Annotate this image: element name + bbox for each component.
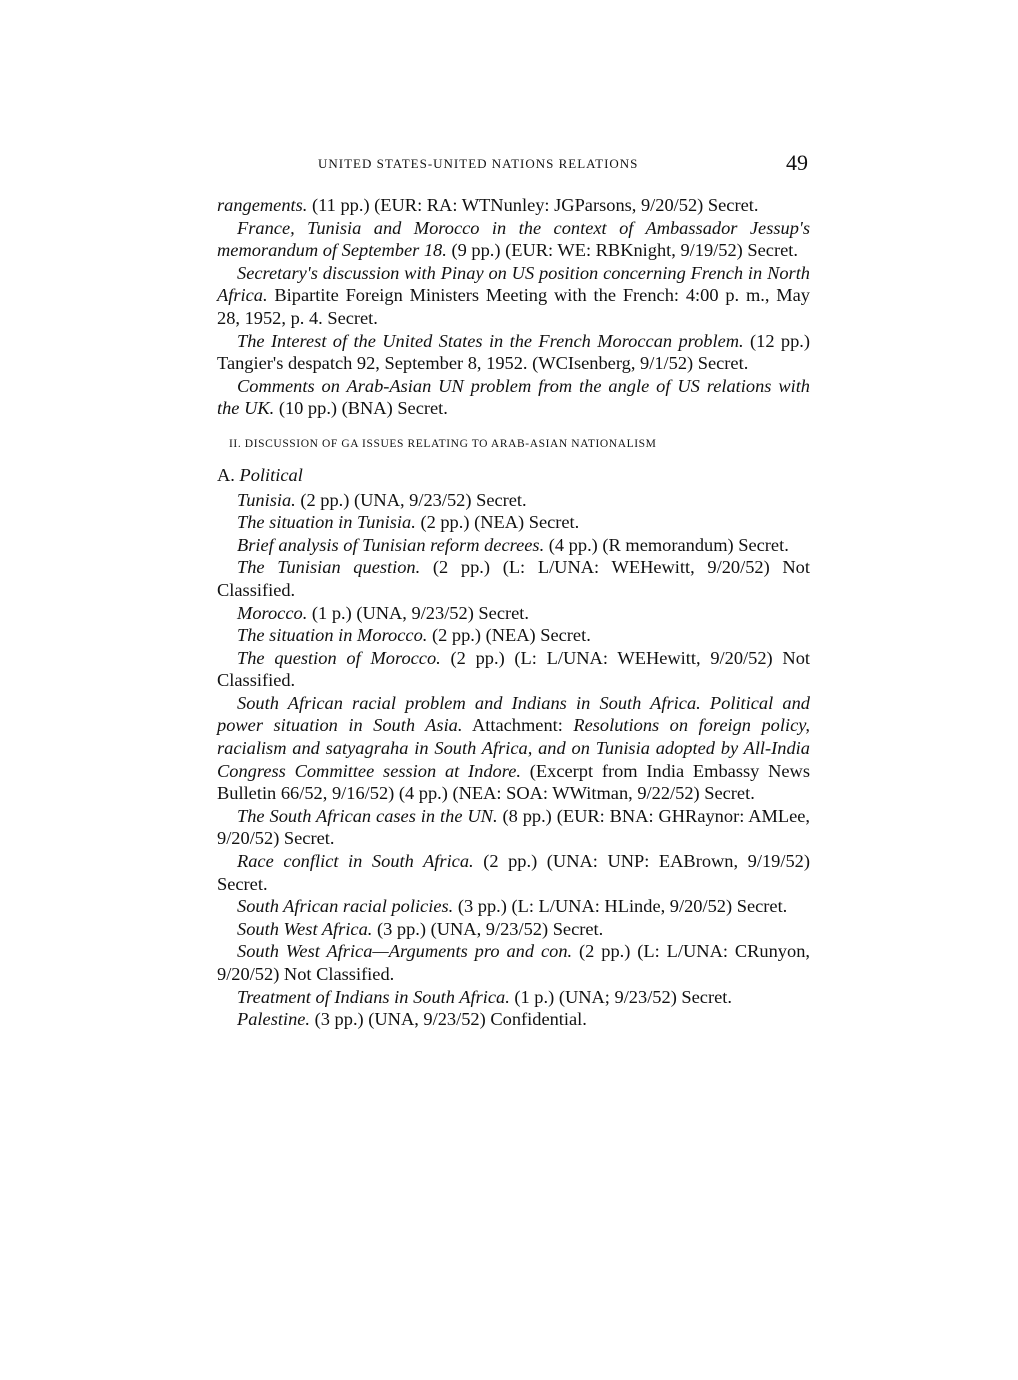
entry-title: The Interest of the United States in the French Moroccan problem. (237, 330, 744, 351)
page-content (217, 194, 810, 1031)
entry-title: Treatment of Indians in South Africa. (237, 986, 510, 1007)
entry (217, 940, 810, 985)
entry-title: Race conflict in South Africa. (237, 851, 474, 872)
entry-detail: (9 pp.) (EUR: WE: RBKnight, 9/19/52) Secret. (446, 240, 798, 261)
entry-title: The situation in Morocco. (237, 625, 428, 646)
entry-detail: (2 pp.) (L: L/UNA: WEHewitt, 9/20/52) Not Classified. (217, 647, 811, 691)
entry-title: Palestine. (237, 1009, 311, 1030)
entry (217, 986, 810, 1009)
entry-detail: (2 pp.) (UNA, 9/23/52) Secret. (295, 489, 527, 510)
entry-title: The Tunisian question. (237, 557, 421, 578)
subheading (217, 464, 810, 487)
entry (217, 217, 810, 262)
entry (217, 805, 810, 850)
entry (217, 556, 810, 601)
entries-top (217, 194, 810, 420)
entry-title: Brief analysis of Tunisian reform decrees. (237, 534, 545, 555)
entry-detail: (12 pp.) Tangier's despatch 92, September 8, 1952. (WCIsenberg, 9/1/52) Secret. (217, 330, 811, 374)
entry-title: Secretary's discussion with Pinay on US position concerning French in North Africa. (217, 262, 810, 306)
entry-detail: (10 pp.) (BNA) Secret. (274, 398, 448, 419)
entry (217, 262, 810, 330)
entry-detail: (11 pp.) (EUR: RA: WTNunley: JGParsons, 9/20/52) Secret. (307, 195, 759, 215)
entry-title: The situation in Tunisia. (237, 512, 416, 533)
entry (217, 511, 810, 534)
entry-attachment-detail: (Excerpt from India Embassy News Bulletin 66/52, 9/16/52) (4 pp.) (NEA: SOA: WWitman, 9/22/52) Secret. (217, 760, 810, 804)
entry (217, 489, 810, 512)
entry-detail: Attachment: (462, 715, 574, 736)
section-heading: II. DISCUSSION OF GA ISSUES RELATING TO ARAB-ASIAN NATIONALISM (229, 437, 657, 450)
entry-detail: (1 p.) (UNA; 9/23/52) Secret. (509, 986, 732, 1007)
entry-title: South African racial problem and Indians in South Africa. Political and power situation in South Asia. (217, 692, 810, 736)
entry-detail: (2 pp.) (NEA) Secret. (427, 625, 591, 646)
entry-detail: (2 pp.) (L: L/UNA: WEHewitt, 9/20/52) Not Classified. (217, 557, 810, 600)
subheading-title: Political (239, 464, 303, 485)
entry (217, 850, 810, 895)
entry-detail: (3 pp.) (L: L/UNA: HLinde, 9/20/52) Secret. (453, 896, 788, 917)
subheading-letter: A. (217, 464, 235, 485)
entry-title: South West Africa. (237, 918, 373, 939)
entry-title: The question of Morocco. (237, 647, 441, 668)
running-head: UNITED STATES-UNITED NATIONS RELATIONS (318, 156, 639, 171)
entry-title: Tunisia. (237, 489, 296, 510)
entry (217, 534, 810, 557)
entry-detail: Bipartite Foreign Ministers Meeting with the French: 4:00 p. m., May 28, 1952, p. 4. Secret. (217, 285, 810, 328)
entry-title: France, Tunisia and Morocco in the context of Ambassador Jessup's memorandum of September 18. (217, 217, 810, 261)
entry-title: Morocco. (237, 602, 308, 623)
entry-title: The South African cases in the UN. (237, 805, 498, 826)
entry (217, 918, 810, 941)
entry-detail: (3 pp.) (UNA, 9/23/52) Confidential. (310, 1009, 587, 1030)
entry (217, 692, 810, 805)
entry (217, 330, 810, 375)
entry (217, 602, 810, 625)
entry (217, 895, 810, 918)
entry-detail: (2 pp.) (UNA: UNP: EABrown, 9/19/52) Secret. (217, 851, 810, 894)
entry-attachment-title: Resolutions on foreign policy, racialism and satyagraha in South Africa, and on Tunisia adopted by All-India Congress Committee session at Indore. (217, 715, 810, 781)
entry-detail: (3 pp.) (UNA, 9/23/52) Secret. (372, 918, 604, 939)
entry-detail: (2 pp.) (L: L/UNA: CRunyon, 9/20/52) Not Classified. (217, 941, 810, 984)
page-number: 49 (786, 150, 808, 175)
entry-title: South West Africa—Arguments pro and con. (237, 941, 573, 962)
entry-title: rangements. (217, 195, 308, 215)
entry (217, 375, 810, 420)
entry-detail: (8 pp.) (EUR: BNA: GHRaynor: AMLee, 9/20/52) Secret. (217, 805, 810, 849)
entry-title: South African racial policies. (237, 896, 454, 917)
entries-political (217, 489, 810, 1031)
entry-continuation (217, 194, 810, 217)
entry-detail: (2 pp.) (NEA) Secret. (415, 512, 580, 533)
entry (217, 624, 810, 647)
entry (217, 1008, 810, 1031)
entry-detail: (4 pp.) (R memorandum) Secret. (544, 534, 789, 555)
entry-detail: (1 p.) (UNA, 9/23/52) Secret. (307, 602, 529, 623)
entry (217, 647, 810, 692)
entry-title: Comments on Arab-Asian UN problem from the angle of US relations with the UK. (217, 375, 810, 419)
